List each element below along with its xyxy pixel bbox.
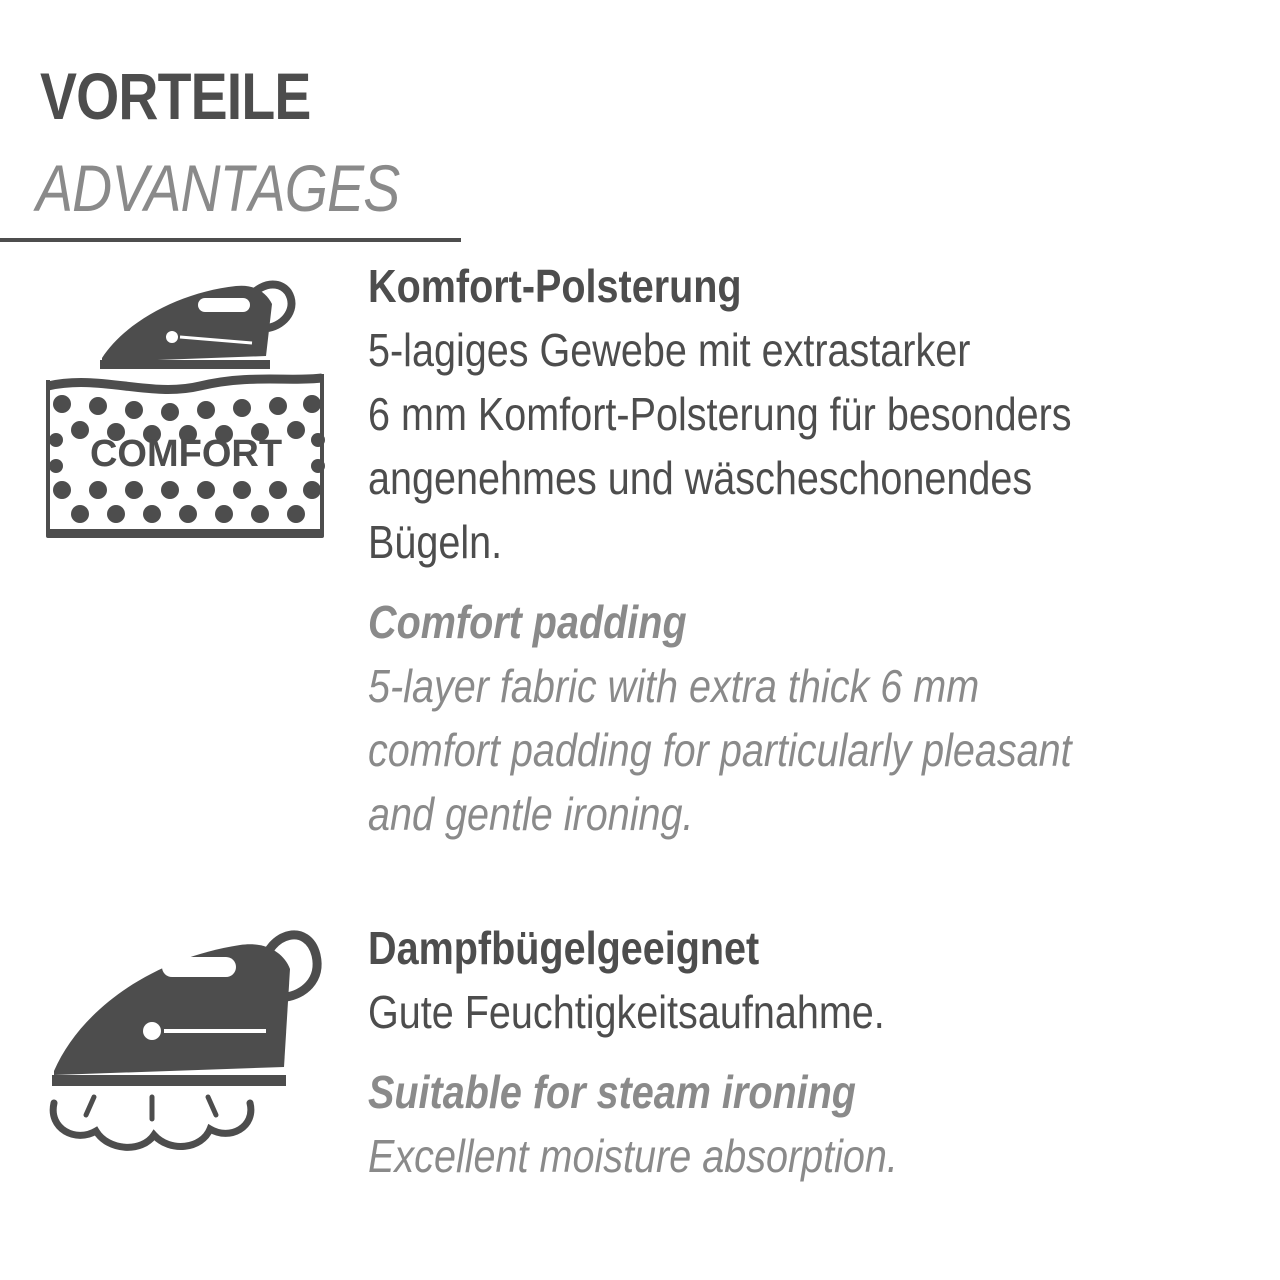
- feature-body-de-line: angenehmes und wäscheschonendes: [368, 452, 1033, 504]
- feature-title-de: Dampfbügelgeeignet: [368, 922, 760, 974]
- feature-body-en-line: 5-layer fabric with extra thick 6 mm: [368, 660, 980, 712]
- comfort-padding-iron-icon: [40, 270, 340, 550]
- feature-comfort-padding: [368, 254, 1268, 846]
- feature-title-de: Komfort-Polsterung: [368, 260, 742, 312]
- heading-vorteile: VORTEILE: [40, 59, 311, 133]
- feature-title-en: Comfort padding: [368, 596, 687, 648]
- feature-body-de-line: Gute Feuchtigkeitsaufnahme.: [368, 986, 885, 1038]
- feature-body-de-line: Bügeln.: [368, 516, 503, 568]
- feature-steam-ironing: [368, 916, 1268, 1188]
- steam-iron-icon: [40, 925, 340, 1165]
- header-divider: [0, 238, 461, 242]
- feature-body-en-line: comfort padding for particularly pleasant: [368, 724, 1072, 776]
- comfort-icon-label: COMFORT: [89, 433, 283, 475]
- feature-body-en-line: and gentle ironing.: [368, 788, 694, 840]
- feature-body-de-line: 6 mm Komfort-Polsterung für besonders: [368, 388, 1072, 440]
- feature-body-en-line: Excellent moisture absorption.: [368, 1130, 898, 1182]
- feature-body-de-line: 5-lagiges Gewebe mit extrastarker: [368, 324, 971, 376]
- heading-advantages: ADVANTAGES: [36, 151, 400, 225]
- feature-title-en: Suitable for steam ironing: [368, 1066, 856, 1118]
